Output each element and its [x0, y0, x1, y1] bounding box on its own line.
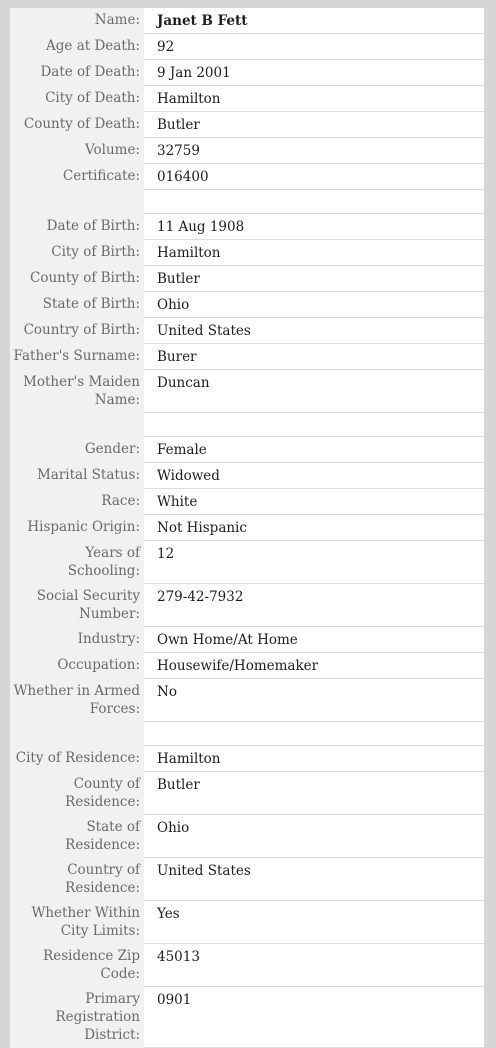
row-country-of-residence: [10, 858, 484, 901]
city-of-death-label: City of Death:: [10, 86, 144, 112]
name-label: Name:: [10, 8, 144, 34]
death-record-table: [10, 8, 484, 1048]
hispanic-origin-value: Not Hispanic: [144, 515, 484, 541]
marital-status-value: Widowed: [144, 463, 484, 489]
industry-value: Own Home/At Home: [144, 627, 484, 653]
city-of-residence-label: City of Residence:: [10, 746, 144, 772]
row-city-of-birth: [10, 240, 484, 266]
volume-label: Volume:: [10, 138, 144, 164]
county-of-residence-label: County of Residence:: [10, 772, 144, 815]
within-city-limits-label: Whether Within City Limits:: [10, 901, 144, 944]
county-of-birth-label: County of Birth:: [10, 266, 144, 292]
fathers-surname-value: Burer: [144, 344, 484, 370]
row-years-of-schooling: [10, 541, 484, 584]
age-at-death-label: Age at Death:: [10, 34, 144, 60]
country-of-birth-label: Country of Birth:: [10, 318, 144, 344]
row-gender: [10, 437, 484, 463]
section-spacer: [10, 190, 484, 214]
primary-registration-district-value: 0901: [144, 987, 484, 1048]
county-of-death-label: County of Death:: [10, 112, 144, 138]
social-security-number-label: Social Security Number:: [10, 584, 144, 627]
row-state-of-residence: [10, 815, 484, 858]
spacer-value: [144, 413, 484, 437]
state-of-residence-value: Ohio: [144, 815, 484, 858]
row-date-of-birth: [10, 214, 484, 240]
fathers-surname-label: Father's Surname:: [10, 344, 144, 370]
country-of-residence-label: Country of Residence:: [10, 858, 144, 901]
within-city-limits-value: Yes: [144, 901, 484, 944]
city-of-death-value: Hamilton: [144, 86, 484, 112]
marital-status-label: Marital Status:: [10, 463, 144, 489]
hispanic-origin-label: Hispanic Origin:: [10, 515, 144, 541]
country-of-birth-value: United States: [144, 318, 484, 344]
row-race: [10, 489, 484, 515]
row-industry: [10, 627, 484, 653]
county-of-residence-value: Butler: [144, 772, 484, 815]
mothers-maiden-name-value: Duncan: [144, 370, 484, 413]
gender-label: Gender:: [10, 437, 144, 463]
volume-value: 32759: [144, 138, 484, 164]
row-volume: [10, 138, 484, 164]
row-country-of-birth: [10, 318, 484, 344]
row-fathers-surname: [10, 344, 484, 370]
industry-label: Industry:: [10, 627, 144, 653]
state-of-birth-label: State of Birth:: [10, 292, 144, 318]
row-date-of-death: [10, 60, 484, 86]
row-residence-zip-code: [10, 944, 484, 987]
state-of-residence-label: State of Residence:: [10, 815, 144, 858]
county-of-death-value: Butler: [144, 112, 484, 138]
date-of-birth-value: 11 Aug 1908: [144, 214, 484, 240]
race-value: White: [144, 489, 484, 515]
spacer-value: [144, 722, 484, 746]
date-of-birth-label: Date of Birth:: [10, 214, 144, 240]
occupation-value: Housewife/Homemaker: [144, 653, 484, 679]
primary-registration-district-label: Primary Registration District:: [10, 987, 144, 1048]
row-city-of-death: [10, 86, 484, 112]
gender-value: Female: [144, 437, 484, 463]
county-of-birth-value: Butler: [144, 266, 484, 292]
row-city-of-residence: [10, 746, 484, 772]
race-label: Race:: [10, 489, 144, 515]
spacer-label: [10, 722, 144, 746]
country-of-residence-value: United States: [144, 858, 484, 901]
certificate-value: 016400: [144, 164, 484, 190]
years-of-schooling-value: 12: [144, 541, 484, 584]
row-social-security-number: [10, 584, 484, 627]
row-within-city-limits: [10, 901, 484, 944]
spacer-value: [144, 190, 484, 214]
row-marital-status: [10, 463, 484, 489]
mothers-maiden-name-label: Mother's Maiden Name:: [10, 370, 144, 413]
date-of-death-value: 9 Jan 2001: [144, 60, 484, 86]
section-spacer: [10, 413, 484, 437]
years-of-schooling-label: Years of Schooling:: [10, 541, 144, 584]
record-panel: [10, 8, 484, 1043]
name-value: Janet B Fett: [144, 8, 484, 34]
row-mothers-maiden-name: [10, 370, 484, 413]
armed-forces-value: No: [144, 679, 484, 722]
spacer-label: [10, 413, 144, 437]
residence-zip-code-label: Residence Zip Code:: [10, 944, 144, 987]
row-primary-registration-district: [10, 987, 484, 1048]
row-state-of-birth: [10, 292, 484, 318]
row-county-of-residence: [10, 772, 484, 815]
row-name: [10, 8, 484, 34]
row-county-of-death: [10, 112, 484, 138]
age-at-death-value: 92: [144, 34, 484, 60]
row-armed-forces: [10, 679, 484, 722]
row-county-of-birth: [10, 266, 484, 292]
city-of-birth-label: City of Birth:: [10, 240, 144, 266]
row-age-at-death: [10, 34, 484, 60]
armed-forces-label: Whether in Armed Forces:: [10, 679, 144, 722]
section-spacer: [10, 722, 484, 746]
city-of-residence-value: Hamilton: [144, 746, 484, 772]
row-certificate: [10, 164, 484, 190]
certificate-label: Certificate:: [10, 164, 144, 190]
row-hispanic-origin: [10, 515, 484, 541]
row-occupation: [10, 653, 484, 679]
spacer-label: [10, 190, 144, 214]
occupation-label: Occupation:: [10, 653, 144, 679]
date-of-death-label: Date of Death:: [10, 60, 144, 86]
residence-zip-code-value: 45013: [144, 944, 484, 987]
city-of-birth-value: Hamilton: [144, 240, 484, 266]
state-of-birth-value: Ohio: [144, 292, 484, 318]
social-security-number-value: 279-42-7932: [144, 584, 484, 627]
